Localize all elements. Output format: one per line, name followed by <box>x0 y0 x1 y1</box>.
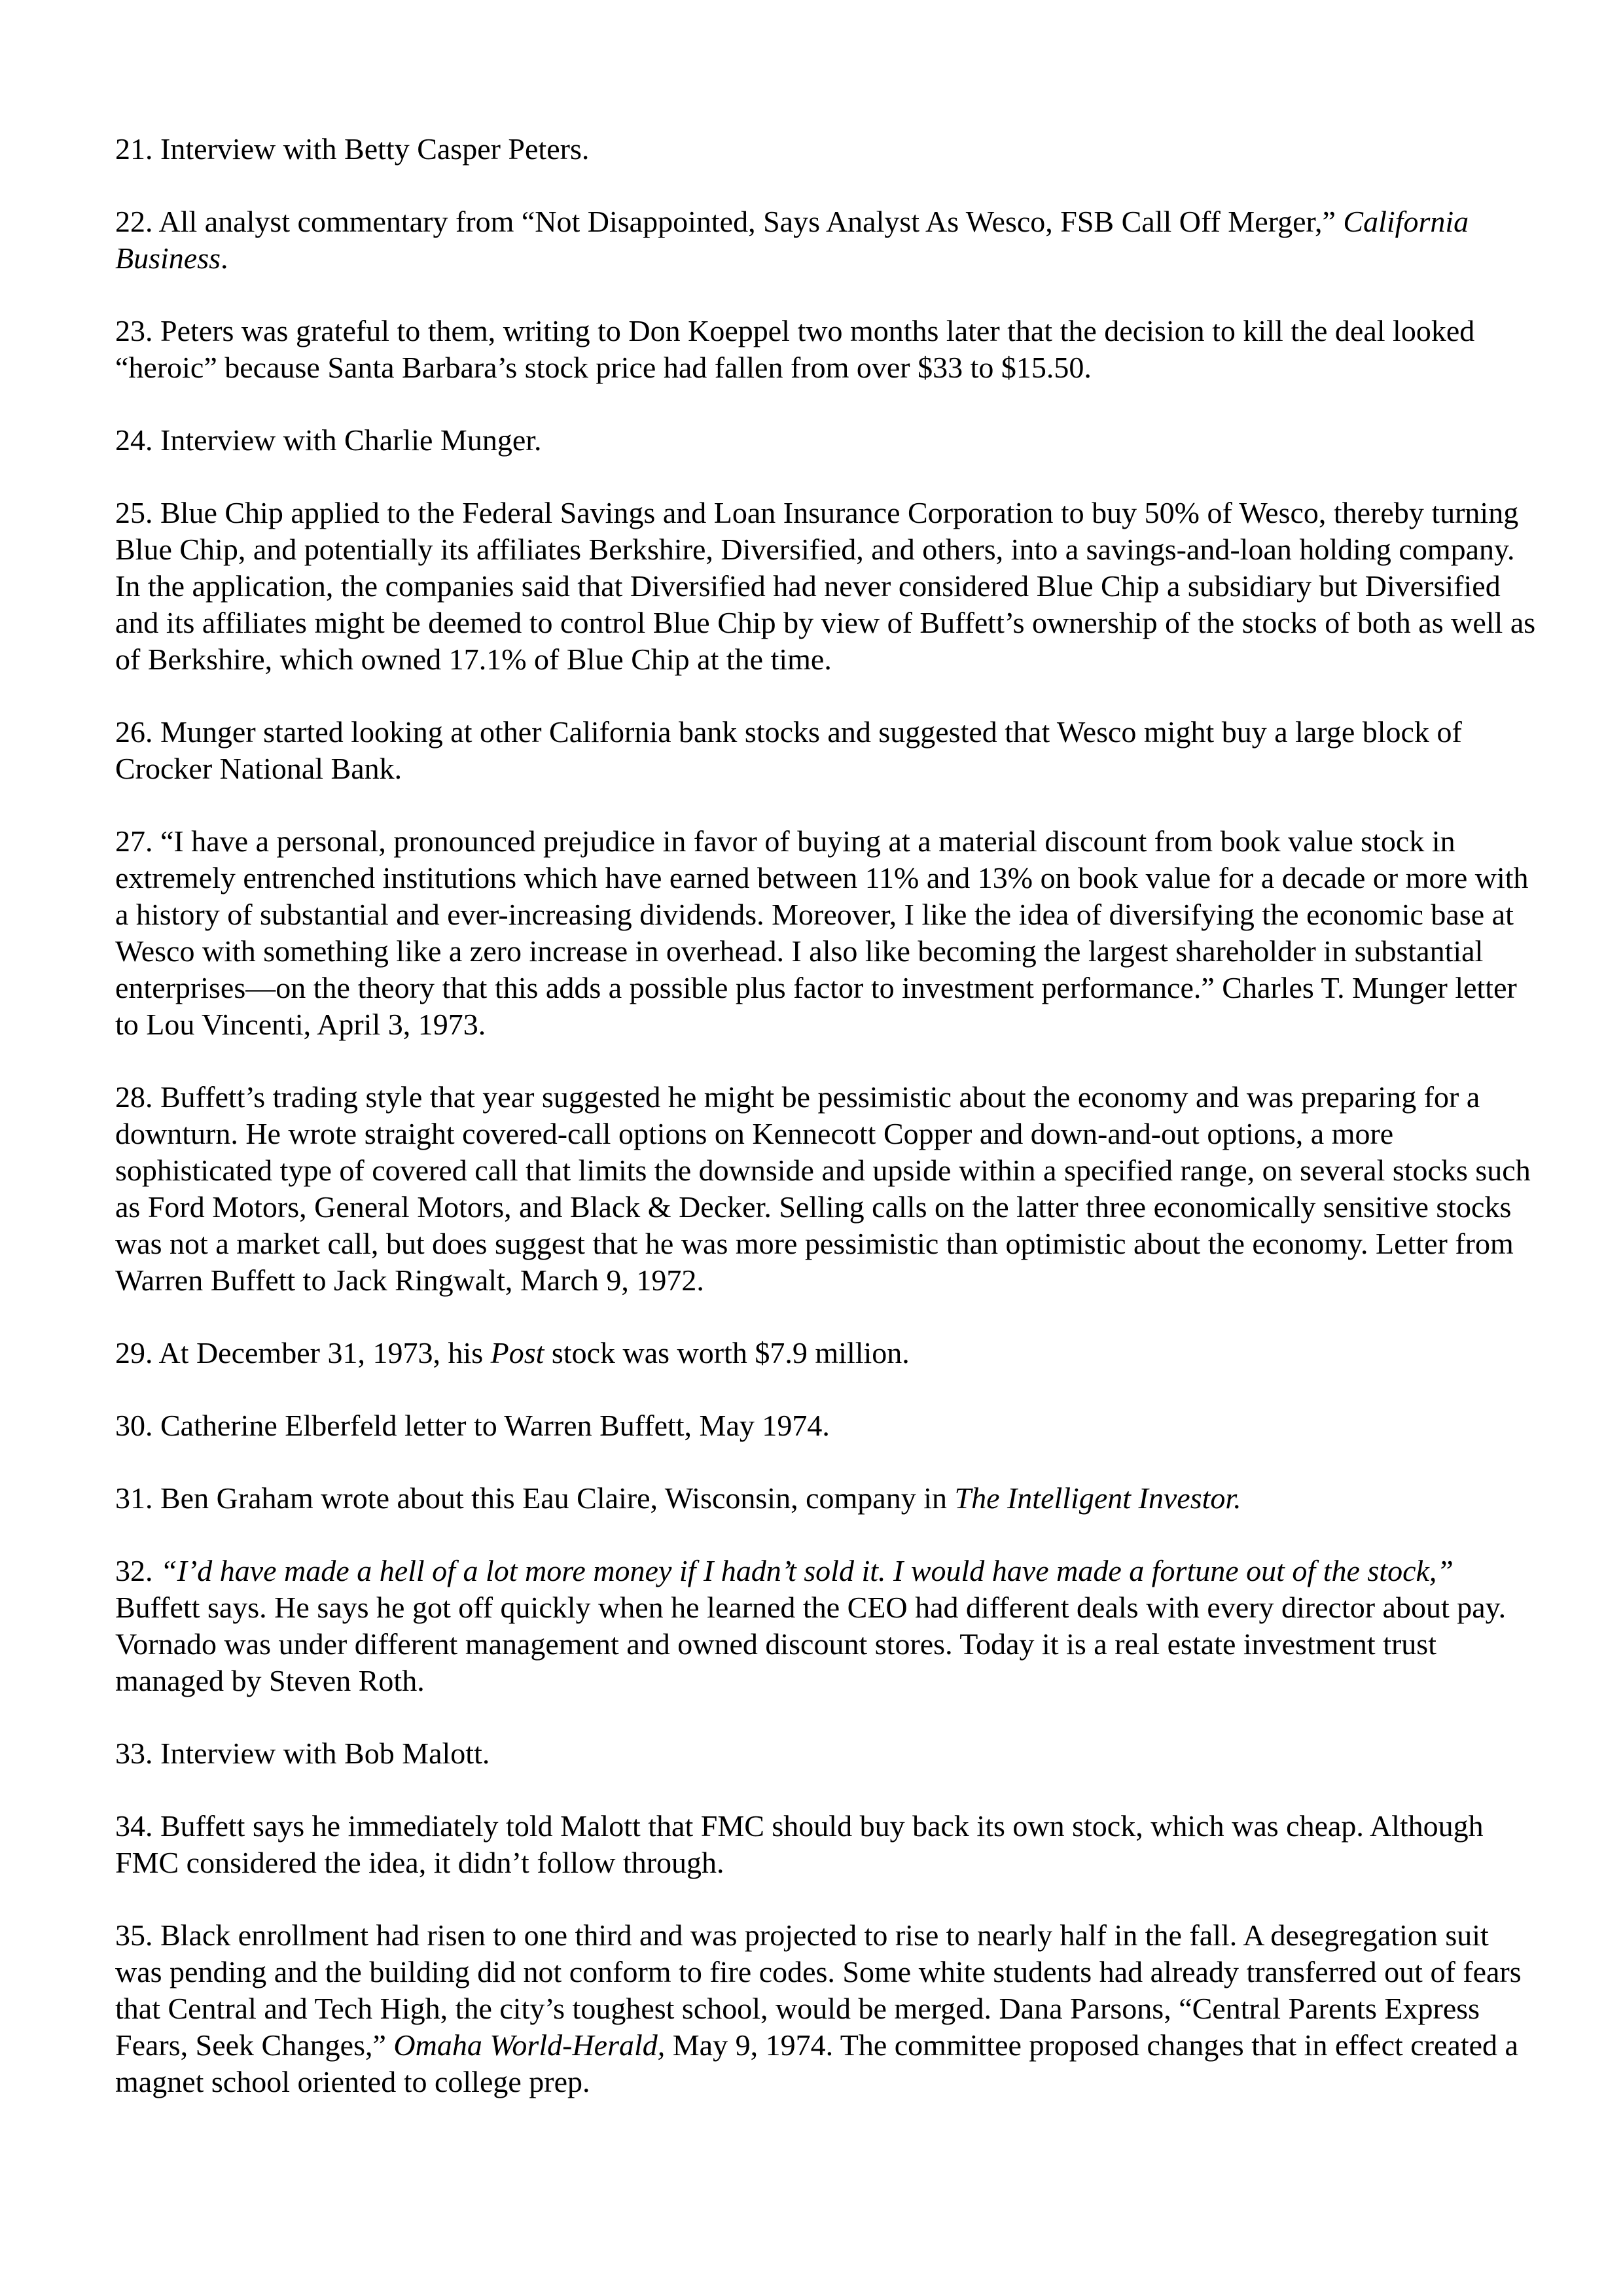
endnote-23 <box>115 313 1542 386</box>
endnote-28 <box>115 1079 1542 1299</box>
endnote-24-text: 24. Interview with Charlie Munger. <box>115 423 542 457</box>
endnotes-page <box>115 131 1542 2136</box>
endnote-31-text: 31. Ben Graham wrote about this Eau Claire, Wisconsin, company in <box>115 1481 955 1515</box>
endnote-32 <box>115 1553 1542 1699</box>
endnote-34-text: 34. Buffett says he immediately told Malott that FMC should buy back its own stock, which was cheap. Although FMC considered the idea, it didn’t follow through. <box>115 1809 1484 1879</box>
endnote-34 <box>115 1808 1542 1881</box>
endnote-32-text: Buffett says. He says he got off quickly when he learned the CEO had different deals with every director about pay. Vornado was under different management and owned discount stores. Today it is a real estate investment trust managed by Steven Roth. <box>115 1591 1507 1697</box>
endnote-31 <box>115 1480 1542 1517</box>
endnote-35-text: 35. Black enrollment had risen to one third and was projected to rise to nearly half in the fall. A desegregation suit was pending and the building did not conform to fire codes. Some white students had already transferred out of fears that Central and Tech High, the city’s toughest school, would be merged. Dana Parsons, “Central Parents Express Fears, Seek Changes,” <box>115 1918 1522 2062</box>
endnote-22-publication-title: California Business <box>115 205 1469 275</box>
endnote-25 <box>115 495 1542 678</box>
endnote-31-book-title: The Intelligent Investor. <box>954 1481 1241 1515</box>
endnote-22 <box>115 203 1542 277</box>
endnote-30 <box>115 1407 1542 1444</box>
endnote-35 <box>115 1917 1542 2100</box>
endnote-35-text-end: May 9, 1974. The committee proposed changes that in effect created a magnet school oriented to college prep. <box>115 2028 1518 2098</box>
endnote-26 <box>115 714 1542 787</box>
endnote-27-text: 27. “I have a personal, pronounced prejudice in favor of buying at a material discount from book value stock in extremely entrenched institutions which have earned between 11% and 13% on book value for a decade or more with a history of substantial and ever-increasing dividends. Moreover, I like the idea of diversifying the economic base at Wesco with something like a zero increase in overhead. I also like becoming the largest shareholder in substantial enterprises—on the theory that this adds a possible plus factor to investment performance.” Charles T. Munger letter to Lou Vincenti, April 3, 1973. <box>115 824 1529 1041</box>
endnote-23-text: 23. Peters was grateful to them, writing to Don Koeppel two months later that the decision to kill the deal looked “heroic” because Santa Barbara’s stock price had fallen from over $33 to $15.50. <box>115 314 1475 384</box>
endnote-27 <box>115 823 1542 1043</box>
endnote-25-text: 25. Blue Chip applied to the Federal Savings and Loan Insurance Corporation to buy 50% of Wesco, thereby turning Blue Chip, and potentially its affiliates Berkshire, Diversified, and others, into a savings-and-loan holding company. In the application, the companies said that Diversified had never considered Blue Chip a subsidiary but Diversified and its affiliates might be deemed to control Blue Chip by view of Buffett’s ownership of the stocks of both as well as of Berkshire, which owned 17.1% of Blue Chip at the time. <box>115 496 1536 676</box>
endnote-22-text: 22. All analyst commentary from “Not Disappointed, Says Analyst As Wesco, FSB Call Off Merger,” <box>115 205 1344 238</box>
endnote-29-text: 29. At December 31, 1973, his <box>115 1336 491 1369</box>
endnote-24 <box>115 422 1542 459</box>
endnote-30-text: 30. Catherine Elberfeld letter to Warren Buffett, May 1974. <box>115 1409 830 1442</box>
endnote-33 <box>115 1735 1542 1772</box>
endnote-32-quote: “I’d have made a hell of a lot more money if I hadn’t sold it. I would have made a fortune out of the stock,” <box>160 1554 1454 1587</box>
endnote-29-publication-title: Post <box>490 1336 544 1369</box>
endnote-26-text: 26. Munger started looking at other California bank stocks and suggested that Wesco might buy a large block of Crocker National Bank. <box>115 715 1462 785</box>
endnote-32-number: 32. <box>115 1554 160 1587</box>
endnote-21 <box>115 131 1542 168</box>
endnote-21-text: 21. Interview with Betty Casper Peters. <box>115 132 590 166</box>
endnote-35-publication-title: Omaha World-Herald, <box>393 2028 666 2062</box>
endnote-28-text: 28. Buffett’s trading style that year suggested he might be pessimistic about the economy and was preparing for a downturn. He wrote straight covered-call options on Kennecott Copper and down-and-out options, a more sophisticated type of covered call that limits the downside and upside within a specified range, on several stocks such as Ford Motors, General Motors, and Black & Decker. Selling calls on the latter three economically sensitive stocks was not a market call, but does suggest that he was more pessimistic than optimistic about the economy. Letter from Warren Buffett to Jack Ringwalt, March 9, 1972. <box>115 1080 1531 1297</box>
endnote-29-text-end: stock was worth $7.9 million. <box>544 1336 910 1369</box>
endnote-22-text-end: . <box>221 241 228 275</box>
endnote-29 <box>115 1335 1542 1371</box>
endnote-33-text: 33. Interview with Bob Malott. <box>115 1737 490 1770</box>
